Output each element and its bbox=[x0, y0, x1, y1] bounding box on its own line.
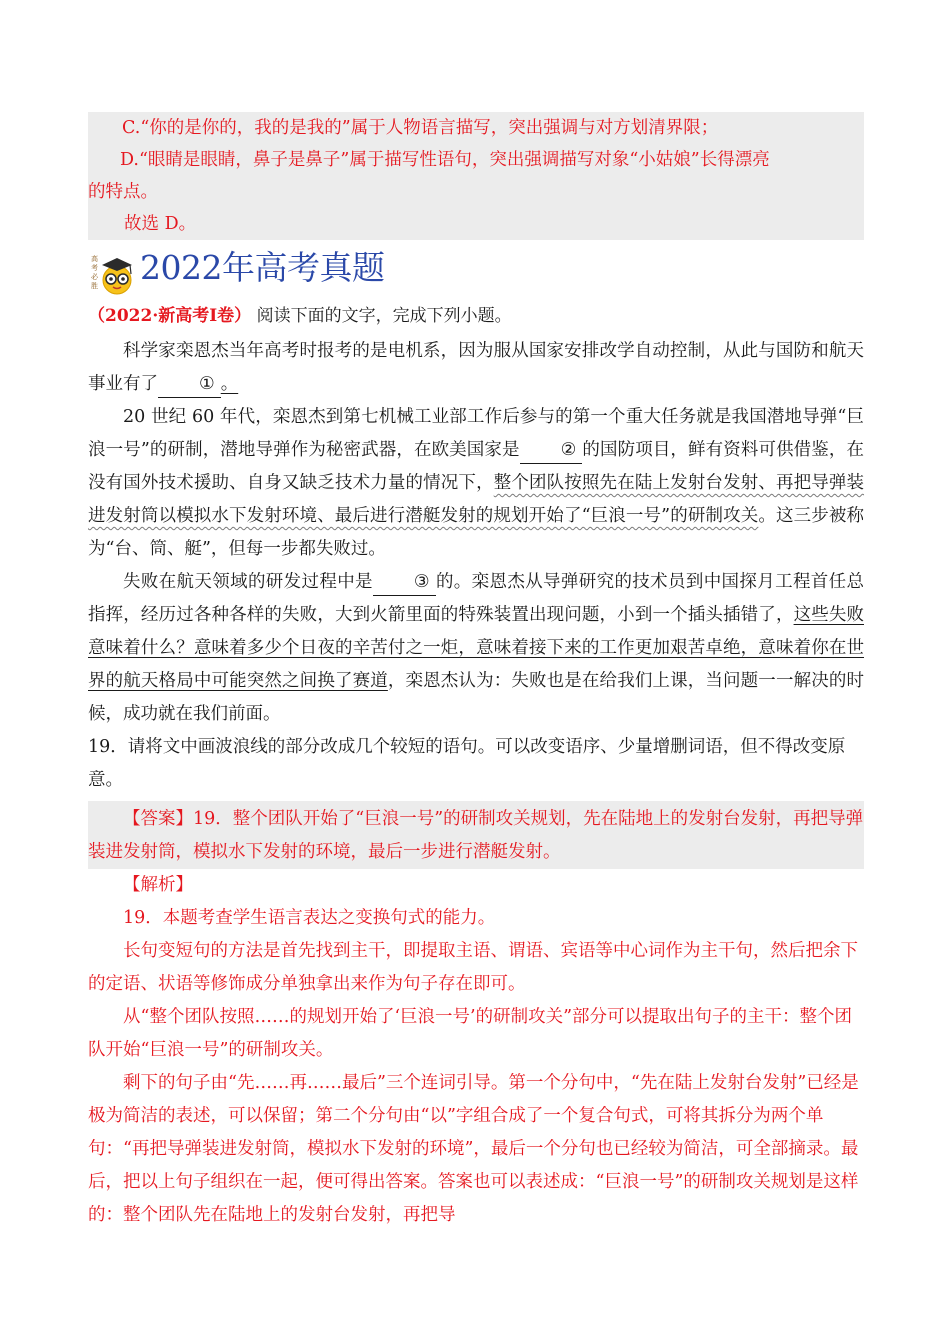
section-header bbox=[88, 243, 864, 301]
svg-text:高: 高 bbox=[91, 255, 98, 263]
svg-text:胜: 胜 bbox=[91, 282, 98, 290]
answer-pick: 故选 D。 bbox=[124, 214, 197, 234]
blank-2: ② bbox=[520, 437, 583, 464]
analysis-label: 【解析】 bbox=[123, 875, 193, 895]
p3-text-b: 的。栾恩杰从导弹研究的技术员到中国探月工程首任总指挥，经历过各种各样的失败，大到火箭里面的特殊装置出现问题，小到一个插头插错了， bbox=[88, 572, 865, 625]
option-d-text: D.“眼睛是眼睛，鼻子是鼻子”属于描写性语句，突出强调描写对象“小姑娘”长得漂亮 bbox=[120, 150, 770, 170]
answer-text: 19．整个团队开始了“巨浪一号”的研制攻关规划，先在陆地上的发射台发射，再把导弹装进发射筒，模拟水下发射的环境，最后一步进行潜艇发射。 bbox=[88, 809, 864, 862]
passage-paragraph-1 bbox=[88, 335, 864, 401]
source-tag: （2022·新高考Ⅰ卷） bbox=[88, 306, 252, 326]
svg-text:必: 必 bbox=[91, 273, 98, 281]
p3-text-c: ，栾恩杰认为：失败也是在给我们上课，当问题一一解决的时候，成功就在我们前面。 bbox=[88, 671, 865, 724]
option-d-continued: 的特点。 bbox=[88, 182, 158, 202]
document-page bbox=[88, 112, 864, 1232]
section-title: 2022年高考真题 bbox=[140, 248, 385, 287]
p3-text-a: 失败在航天领域的研发过程中是 bbox=[123, 572, 373, 592]
answer-block bbox=[88, 801, 864, 869]
wavy-underlined-sentence: 整个团队按照先在陆上发射台发射、再把导弹装进发射筒以模拟水下发射环境、最后进行潜艇发射的规划开始了“巨浪一号”的研制攻关 bbox=[88, 473, 865, 526]
answer-label: 【答案】 bbox=[123, 809, 193, 829]
blank-1: ① bbox=[158, 371, 221, 398]
question-19: 19．请将文中画波浪线的部分改成几个较短的语句。可以改变语序、少量增删词语，但不得改变原意。 bbox=[88, 737, 846, 790]
question-source bbox=[88, 301, 864, 331]
answer-paragraph bbox=[88, 803, 864, 869]
graduate-owl-icon bbox=[88, 249, 136, 297]
passage-paragraph-2 bbox=[88, 401, 864, 566]
p2-text-b: 的国防项目，鲜有资料可供借鉴，在没有国外技术援助、自身又缺乏技术力量的情况下， bbox=[88, 440, 864, 493]
p1-end: 。 bbox=[220, 374, 239, 394]
analysis-point-4: 剩下的句子由“先……再……最后”三个连词引导。第一个分句中，“先在陆上发射台发射”已经是极为简洁的表述，可以保留；第二个分句由“以”字组合成了一个复合句式，可将其拆分为两个单句：“再把导弹装进发射筒，模拟水下发射的环境”，最后一个分句也已经较为简洁，可全部摘录。最后，把以上句子组织在一起，便可得出答案。答案也可以表述成：“巨浪一号”的研制攻关规划是这样的：整个团队先在陆地上的发射台发射，再把导 bbox=[88, 1073, 859, 1225]
p1-text: 科学家栾恩杰当年高考时报考的是电机系，因为服从国家安排改学自动控制，从此与国防和航天事业有了 bbox=[88, 341, 864, 394]
blank-3: ③ bbox=[373, 569, 436, 596]
source-instruction: 阅读下面的文字，完成下列小题。 bbox=[256, 306, 512, 326]
analysis-block bbox=[88, 869, 864, 1232]
option-c-text: C.“你的是你的，我的是我的”属于人物语言描写，突出强调与对方划清界限； bbox=[122, 118, 719, 138]
p2-text-a: 20 世纪 60 年代，栾恩杰到第七机械工业部工作后参与的第一个重大任务就是我国潜地导弹“巨浪一号”的研制，潜地导弹作为秘密武器，在欧美国家是 bbox=[88, 407, 864, 460]
p2-text-c: 。这三步被称为“台、筒、艇”，但每一步都失败过。 bbox=[88, 506, 865, 559]
previous-answer-block bbox=[88, 112, 864, 240]
analysis-point-2: 长句变短句的方法是首先找到主干，即提取主语、谓语、宾语等中心词作为主干句，然后把余下的定语、状语等修饰成分单独拿出来作为句子存在即可。 bbox=[88, 941, 858, 994]
svg-text:考: 考 bbox=[91, 264, 98, 272]
underlined-sentence: 这些失败意味着什么？意味着多少个日夜的辛苦付之一炬，意味着接下来的工作更加艰苦卓绝，意味着你在世界的航天格局中可能突然之间换了赛道 bbox=[88, 605, 864, 691]
passage-paragraph-3 bbox=[88, 566, 864, 731]
analysis-point-3: 从“整个团队按照……的规划开始了‘巨浪一号’的研制攻关”部分可以提取出句子的主干：整个团队开始“巨浪一号”的研制攻关。 bbox=[88, 1007, 853, 1060]
analysis-point-1: 19．本题考查学生语言表达之变换句式的能力。 bbox=[123, 908, 496, 928]
